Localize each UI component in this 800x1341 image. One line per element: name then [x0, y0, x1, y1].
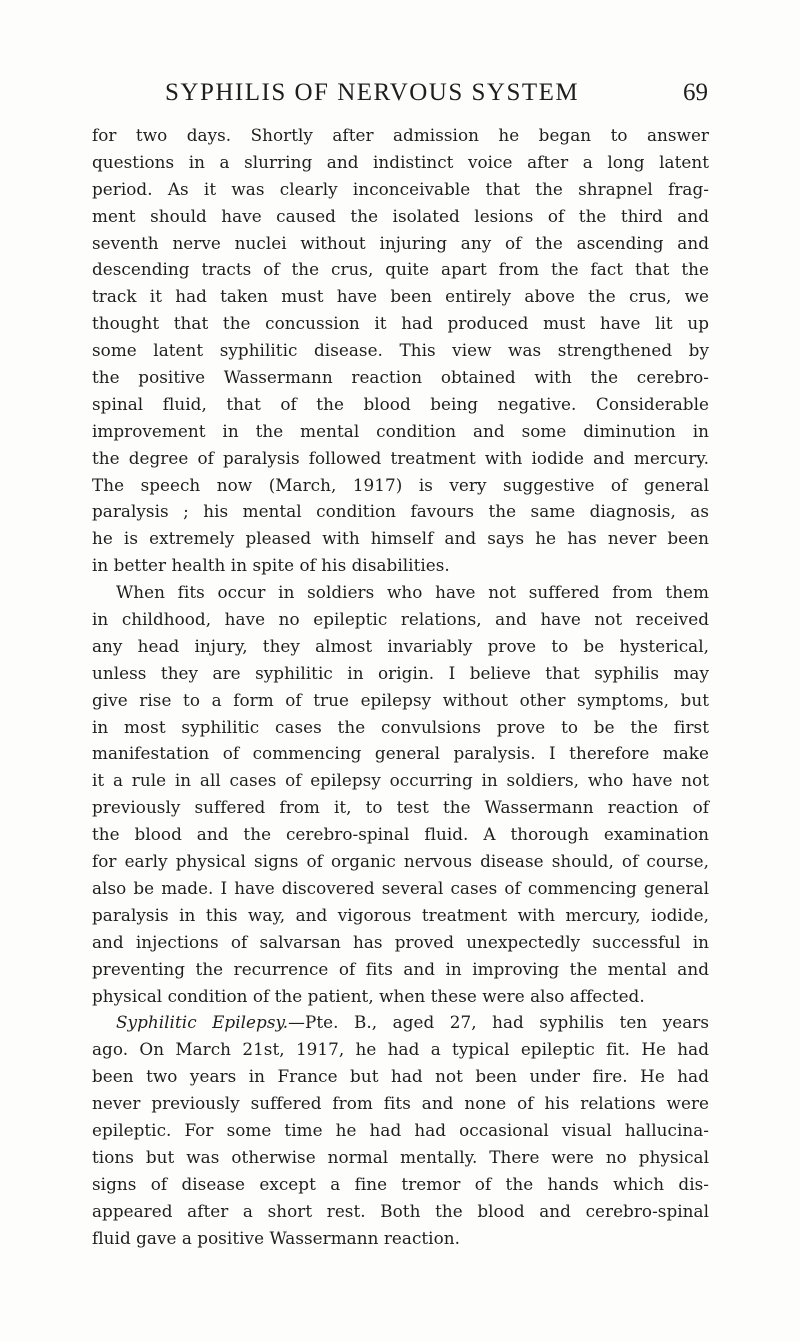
- section-line-text: Pte. B., aged 27, had syphilis ten years: [305, 1012, 709, 1033]
- text-line: seventh nerve nuclei without injuring any of the ascending and: [92, 232, 709, 253]
- text-line: tions but was otherwise normal mentally. There were no physical: [92, 1146, 709, 1167]
- text-line: appeared after a short rest. Both the blood and cerebro-spinal: [92, 1200, 709, 1221]
- text-line: The speech now (March, 1917) is very suggestive of general: [92, 474, 709, 495]
- text-line: for two days. Shortly after admission he began to answer: [92, 125, 709, 145]
- text-line: ment should have caused the isolated lesions of the third and: [92, 205, 709, 226]
- text-line: paralysis ; his mental condition favours the same diagnosis, as: [92, 501, 709, 522]
- text-line: fluid gave a positive Wassermann reaction.: [92, 1227, 460, 1248]
- page-number: 69: [683, 79, 708, 106]
- text-line: preventing the recurrence of fits and in improving the mental and: [92, 958, 709, 979]
- text-line: in childhood, have no epileptic relations, and have not received: [92, 609, 709, 630]
- text-line: for early physical signs of organic nervous disease should, of course,: [92, 851, 709, 872]
- text-line: the blood and the cerebro-spinal fluid. A thorough examination: [92, 824, 709, 845]
- text-line: spinal fluid, that of the blood being negative. Considerable: [92, 393, 709, 414]
- text-line: it a rule in all cases of epilepsy occurring in soldiers, who have not: [92, 770, 709, 791]
- section-line: [92, 1009, 709, 1036]
- running-title: SYPHILIS OF NERVOUS SYSTEM: [165, 79, 580, 106]
- text-line: also be made. I have discovered several cases of commencing general: [92, 877, 709, 898]
- text-line: been two years in France but had not been under fire. He had: [92, 1066, 709, 1087]
- text-line: and injections of salvarsan has proved unexpectedly successful in: [92, 931, 709, 952]
- text-line: signs of disease except a fine tremor of the hands which dis-: [92, 1173, 709, 1194]
- text-line: epileptic. For some time he had had occasional visual hallucina-: [92, 1119, 709, 1140]
- text-line: period. As it was clearly inconceivable that the shrapnel frag-: [92, 178, 709, 199]
- text-line: improvement in the mental condition and some diminution in: [92, 420, 709, 441]
- text-line: in better health in spite of his disabilities.: [92, 555, 450, 576]
- text-line: any head injury, they almost invariably prove to be hysterical,: [92, 635, 709, 656]
- text-line: the degree of paralysis followed treatment with iodide and mercury.: [92, 447, 709, 468]
- text-line: physical condition of the patient, when these were also affected.: [92, 985, 645, 1006]
- text-line: manifestation of commencing general paralysis. I therefore make: [92, 743, 709, 764]
- text-line: the positive Wassermann reaction obtained with the cerebro-: [92, 367, 709, 388]
- text-line: never previously suffered from fits and none of his relations were: [92, 1093, 709, 1114]
- text-line: previously suffered from it, to test the Wassermann reaction of: [92, 797, 709, 818]
- text-line: ago. On March 21st, 1917, he had a typical epileptic fit. He had: [92, 1039, 709, 1060]
- text-line: track it had taken must have been entirely above the crus, we: [92, 286, 709, 307]
- text-line: give rise to a form of true epilepsy without other symptoms, but: [92, 689, 709, 710]
- text-line: in most syphilitic cases the convulsions prove to be the first: [92, 716, 709, 737]
- text-line: thought that the concussion it had produced must have lit up: [92, 313, 709, 334]
- text-line: paralysis in this way, and vigorous treatment with mercury, iodide,: [92, 904, 709, 925]
- text-line: questions in a slurring and indistinct voice after a long latent: [92, 151, 709, 172]
- text-line: he is extremely pleased with himself and says he has never been: [92, 528, 709, 549]
- italic-heading: Syphilitic Epilepsy.—: [116, 1012, 306, 1033]
- text-line: descending tracts of the crus, quite apart from the fact that the: [92, 259, 709, 280]
- text-line: unless they are syphilitic in origin. I believe that syphilis may: [92, 662, 709, 683]
- running-header: [165, 78, 708, 108]
- body-text: [92, 122, 709, 1251]
- text-line: some latent syphilitic disease. This view was strengthened by: [92, 340, 709, 361]
- text-line: When fits occur in soldiers who have not suffered from them: [116, 582, 709, 603]
